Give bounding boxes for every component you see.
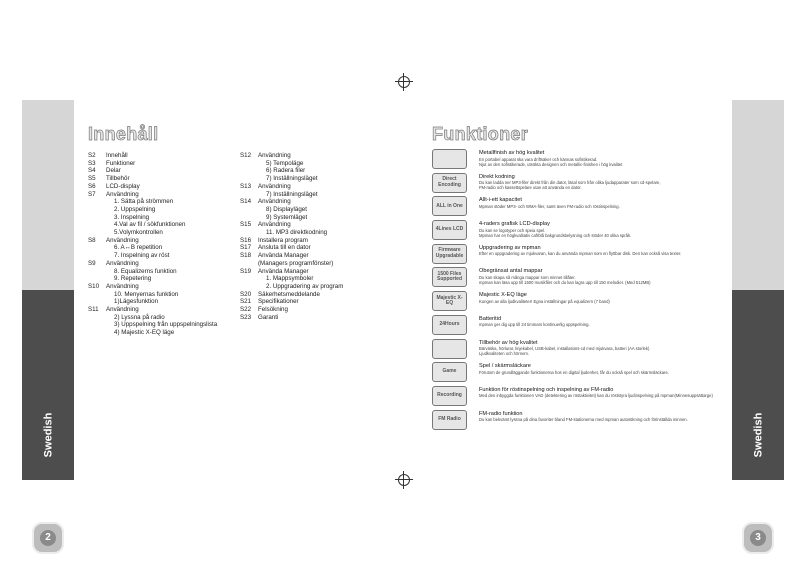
feature-title: Funktion för röstinspelning och inspelning av FM-radio (479, 386, 614, 393)
toc-row (240, 237, 343, 245)
toc-page-ref (240, 283, 258, 291)
toc-page-ref (88, 298, 106, 306)
toc-page-ref (240, 160, 258, 168)
toc-page-ref: S21 (240, 298, 252, 306)
toc-entry: Användning (106, 236, 139, 244)
toc-column-1 (88, 152, 217, 337)
toc-row (88, 167, 217, 175)
feature-description: Du kan bekvämt lyssna på dina favoriter bland FM-stationerna med mpman autosökning och förinställda minnen. (479, 417, 688, 423)
toc-row (240, 167, 343, 175)
toc-row (240, 191, 343, 199)
toc-row (88, 314, 217, 322)
toc-row (88, 160, 217, 168)
toc-entry: Specifikationer (258, 298, 299, 306)
toc-entry: 7) Inställningsläget (266, 175, 318, 183)
registration-mark-bottom (395, 471, 413, 489)
toc-row (240, 268, 343, 276)
toc-entry: 7. Inspelning av röst (114, 252, 170, 260)
toc-page-ref (88, 198, 106, 206)
feature-description: Mpman stöder MP3- och WMA-filer, samt även FM-radio och röstinspelning. (479, 203, 620, 209)
toc-page-ref: S3 (88, 159, 96, 167)
firmware-upgrade-icon: Firmware Upgradable (432, 244, 467, 264)
toc-entry: 1. Mappsymboler (266, 275, 314, 283)
accessories-icon (432, 339, 467, 359)
toc-entry: Användning (258, 182, 291, 190)
toc-row (240, 229, 343, 237)
toc-entry: 8. Equalizerns funktion (114, 267, 177, 275)
toc-row (240, 183, 343, 191)
toc-entry: Installera program (258, 236, 308, 244)
feature-item (432, 315, 732, 337)
toc-page-ref: S5 (88, 175, 96, 183)
battery-icon: 24Hours (432, 315, 467, 335)
toc-entry: Innehåll (106, 152, 128, 159)
toc-entry: 11. MP3 direktkodning (266, 229, 328, 237)
toc-page-ref (88, 291, 106, 299)
toc-page-ref: S22 (240, 306, 252, 314)
toc-entry: Ansluta till en dator (258, 244, 311, 252)
toc-entry: Garanti (258, 313, 279, 321)
toc-row (88, 175, 217, 183)
toc-page-ref (88, 275, 106, 283)
toc-row (240, 175, 343, 183)
feature-title: Spel / skärmsläckare (479, 363, 531, 370)
toc-page-ref: S4 (88, 167, 96, 175)
toc-page-ref: S9 (88, 259, 96, 267)
toc-row (240, 314, 343, 322)
toc-entry: Användning (258, 152, 291, 159)
feature-item (432, 196, 732, 218)
toc-row (240, 214, 343, 222)
toc-entry: Användning (106, 282, 139, 290)
toc-row (240, 206, 343, 214)
toc-row (240, 244, 343, 252)
toc-entry: 1. Sätta på strömmen (114, 198, 174, 206)
majestic-xeq-icon: Majestic X-EQ (432, 291, 467, 311)
toc-entry: 5.Volymkontrollen (114, 229, 163, 237)
toc-page-ref: S6 (88, 182, 96, 190)
feature-description: mpman kan läsa upp till 1500 musikfiler och du kan lagra upp till 150 melodier. (Med 512MB) (479, 280, 651, 286)
toc-page-ref (88, 214, 106, 222)
toc-entry: 1)Lägesfunktion (114, 298, 159, 306)
feature-item (432, 410, 732, 432)
toc-page-ref: S19 (240, 267, 252, 275)
feature-description: Du kan skapa så många mappar som minnet tillåter. (479, 275, 576, 281)
toc-entry: 3. Inspelning (114, 213, 150, 221)
toc-entry: Användning (106, 306, 139, 314)
toc-page-ref: S2 (88, 152, 96, 159)
game-icon: Game (432, 362, 467, 382)
toc-page-ref: S17 (240, 244, 252, 252)
toc-entry: 9) Systemläget (266, 213, 308, 221)
page-number-badge (32, 522, 64, 554)
toc-row (88, 298, 217, 306)
toc-row (88, 329, 217, 337)
toc-page-ref: S8 (88, 236, 96, 244)
toc-row (240, 152, 343, 160)
page-number: 3 (750, 530, 766, 546)
feature-description: Mpman har en högkvalitativ cafrblå bakgrundsbelysning och stöder 40 olika språk. (479, 232, 632, 238)
toc-entry: 5) Tempoläge (266, 159, 304, 167)
toc-entry: Delar (106, 167, 121, 175)
toc-page-ref: S23 (240, 313, 252, 321)
toc-entry: Användning (106, 259, 139, 267)
feature-title: Majestic X-EQ läge (479, 292, 527, 299)
toc-page-ref (240, 275, 258, 283)
page-title: Innehåll (88, 124, 159, 144)
toc-page-ref (88, 268, 106, 276)
page-number: 2 (40, 530, 56, 546)
feature-title: Batteritid (479, 315, 502, 322)
feature-description: Njut av den sofistikerade, utsökta designen och metallic-finishen i hög kvalitet (479, 161, 623, 167)
feature-description: Förutom de grundläggande funktionerna hos en digital ljudenhet, får du också spel och skärmsläckare. (479, 369, 669, 375)
toc-entry: Användning (258, 221, 291, 229)
toc-page-ref: S12 (240, 152, 252, 159)
feature-description: Du kan se logotyper och speia spel. (479, 227, 546, 233)
feature-item (432, 173, 732, 195)
registration-mark-top (395, 73, 413, 91)
toc-row (88, 283, 217, 291)
toc-entry: Felsökning (258, 306, 288, 314)
feature-title: 4-raders grafisk LCD-display (479, 221, 550, 228)
toc-entry: 3) Uppspelning från uppspelningslista (114, 321, 218, 329)
toc-row (88, 291, 217, 299)
toc-page-ref: S10 (88, 282, 100, 290)
unlimited-files-icon: 1500 Files Supported (432, 267, 467, 287)
right-side-tab (732, 100, 784, 543)
feature-item (432, 386, 732, 408)
toc-page-ref: S15 (240, 221, 252, 229)
toc-row (88, 268, 217, 276)
toc-entry: Använda Manager (258, 267, 309, 275)
toc-page-ref (240, 260, 258, 268)
toc-page-ref (240, 214, 258, 222)
feature-description: Ljudkvaliteten och hörnem. (479, 351, 530, 357)
toc-row (88, 191, 217, 199)
toc-page-ref: S20 (240, 290, 252, 298)
feature-title: FM-radio funktion (479, 410, 523, 417)
toc-page-ref: S18 (240, 252, 252, 260)
left-side-tab (22, 100, 74, 543)
lcd-display-icon: 4Lines LCD (432, 220, 467, 240)
toc-row (88, 275, 217, 283)
toc-row (88, 306, 217, 314)
toc-row (88, 152, 217, 160)
toc-entry: 6. A↔B repetition (114, 244, 163, 252)
feature-item (432, 267, 732, 289)
toc-row (240, 275, 343, 283)
toc-column-2 (240, 152, 343, 321)
toc-page-ref (88, 314, 106, 322)
toc-page-ref: S13 (240, 182, 252, 190)
feature-description: Du kan ladda ner MP3-filer direkt från din dator, läsal som från olika ljudapparater som cd-spelare, (479, 180, 661, 186)
toc-entry: LCD-display (106, 182, 140, 190)
toc-row (88, 206, 217, 214)
toc-page-ref (88, 321, 106, 329)
toc-row (88, 198, 217, 206)
toc-row (240, 260, 343, 268)
toc-entry: 9. Repetering (114, 275, 152, 283)
toc-entry: Tillbehör (106, 175, 130, 183)
toc-row (240, 291, 343, 299)
toc-page-ref: S14 (240, 198, 252, 206)
toc-page-ref: S11 (88, 306, 99, 314)
feature-item (432, 362, 732, 384)
toc-entry: Användning (106, 190, 139, 198)
toc-entry: 2) Lyssna på radio (114, 313, 165, 321)
feature-description: Bärväska, hörlurar, linjekabel, USB-kabel, installations-cd med mjukvara, batteri (AA storlek) (479, 346, 650, 352)
feature-item (432, 339, 732, 361)
toc-page-ref: S7 (88, 190, 96, 198)
toc-page-ref (88, 221, 106, 229)
toc-page-ref (240, 167, 258, 175)
all-in-one-icon: ALL in One (432, 196, 467, 216)
feature-title: Tillbehör av hög kvalitet (479, 339, 538, 346)
page-number-badge (742, 522, 774, 554)
toc-entry: 10. Menyernas funktion (114, 290, 179, 298)
toc-page-ref (240, 229, 258, 237)
toc-row (88, 237, 217, 245)
toc-row (88, 244, 217, 252)
toc-entry: (Managers programfönster) (258, 259, 334, 267)
toc-entry: Funktioner (106, 159, 136, 167)
toc-entry: Säkerhetsmeddelande (258, 290, 320, 298)
toc-row (88, 183, 217, 191)
toc-entry: 4) Majestic X-EQ läge (114, 329, 175, 337)
toc-page-ref (88, 244, 106, 252)
fm-radio-icon: FM Radio (432, 410, 467, 430)
toc-row (88, 214, 217, 222)
toc-row (240, 252, 343, 260)
toc-row (88, 221, 217, 229)
toc-row (88, 229, 217, 237)
toc-row (88, 260, 217, 268)
feature-list (432, 149, 732, 433)
toc-row (88, 252, 217, 260)
metallic-finish-icon (432, 149, 467, 169)
feature-item (432, 220, 732, 242)
toc-page-ref (88, 329, 106, 337)
toc-page-ref (240, 206, 258, 214)
page-title: Funktioner (432, 124, 528, 144)
direct-encoding-icon: Direct Encoding (432, 173, 467, 193)
feature-title: Obegränsat antal mappar (479, 268, 543, 275)
feature-item (432, 244, 732, 266)
toc-page-ref (88, 229, 106, 237)
feature-description: En portabel apparat ska vara driftsäker och kännas sofistikerad. (479, 156, 598, 162)
toc-entry: 7) Inställningsläget (266, 190, 318, 198)
toc-page-ref (240, 191, 258, 199)
toc-row (88, 321, 217, 329)
feature-item (432, 291, 732, 313)
feature-description: Med den inbyggda funktionen VAD (detektering av röstaktivitet) kan du röststyra ljudinspelning på mpman(Minnesuppsättarge) (479, 393, 713, 399)
toc-row (240, 221, 343, 229)
language-tab-label: Swedish (42, 412, 54, 458)
toc-entry: 2. Uppspelning (114, 205, 156, 213)
feature-title: Allt-i-ett kapacitet (479, 197, 522, 204)
toc-row (240, 160, 343, 168)
feature-title: Uppgradering av mpman (479, 244, 541, 251)
feature-description: FM-radio och kassettspelare utan att använda en dator. (479, 185, 582, 191)
toc-row (240, 298, 343, 306)
toc-page-ref: S16 (240, 236, 252, 244)
toc-entry: 6) Radera filer (266, 167, 306, 175)
feature-description: mpman ger dig upp till 24 timmars kontinuerlig uppspelning. (479, 322, 590, 328)
toc-entry: 8) Displayläget (266, 205, 307, 213)
toc-page-ref (240, 175, 258, 183)
toc-entry: Användning (258, 198, 291, 206)
toc-row (240, 306, 343, 314)
feature-item (432, 149, 732, 171)
feature-title: Metallfinish av hög kvalitet (479, 150, 545, 156)
feature-description: Kungen av alla ljudkvaliteter! Egna inställningar på equalizern (7 band) (479, 298, 610, 304)
toc-page-ref (88, 252, 106, 260)
voice-recording-icon: Recording (432, 386, 467, 406)
toc-row (240, 283, 343, 291)
toc-row (240, 198, 343, 206)
toc-entry: 2. Uppgradering av program (266, 282, 344, 290)
language-tab-label: Swedish (752, 412, 764, 458)
toc-entry: 4.Val av fil / sökfunktionen (114, 221, 186, 229)
feature-description: Efter en uppgradering av mjukvaran, kan du använda mpman som en flyttbar disk. Den kan också visa texter. (479, 251, 682, 257)
feature-title: Direkt kodning (479, 173, 515, 180)
toc-entry: Använda Manager (258, 252, 309, 260)
toc-page-ref (88, 206, 106, 214)
